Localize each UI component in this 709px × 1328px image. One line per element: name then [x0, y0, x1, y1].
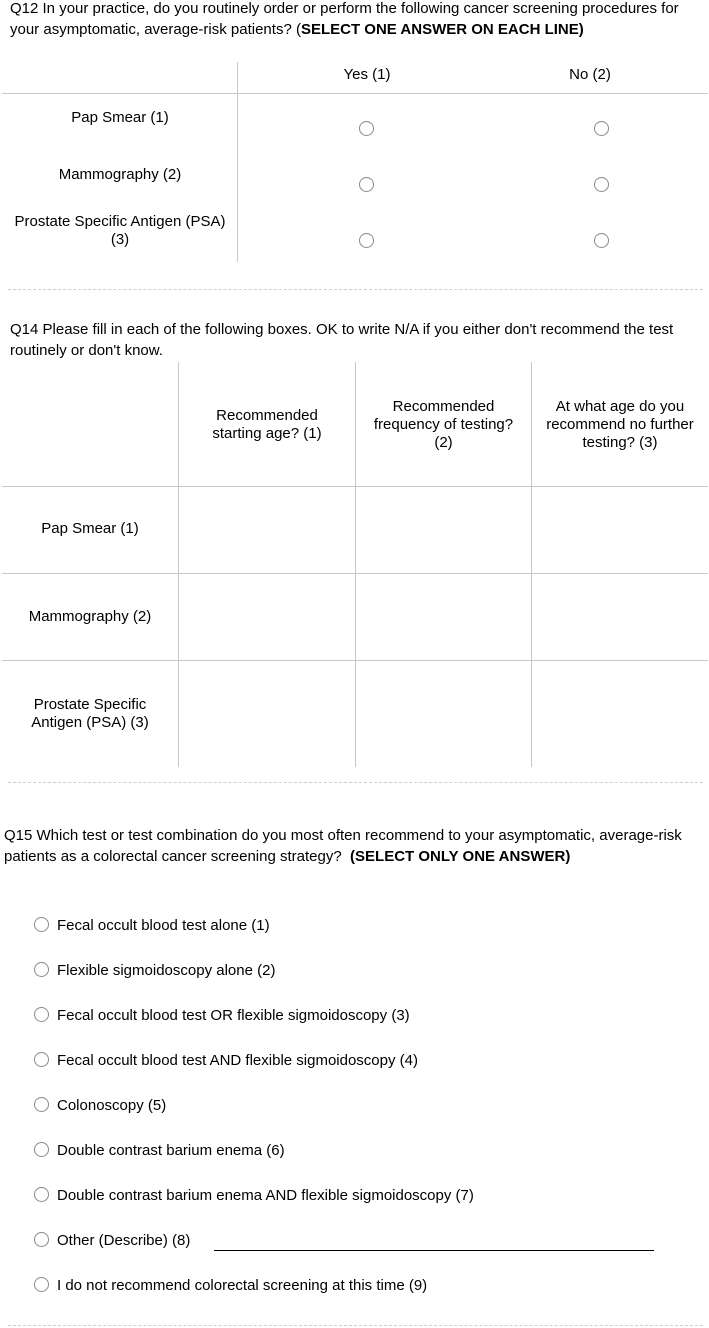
- q15-question: [4, 825, 688, 867]
- q14-psa-stop-age-input[interactable]: [533, 662, 707, 766]
- q12-question-text: Q12 In your practice, do you routinely order or perform the following cancer screening procedures for your asymptomatic, average-risk patients? (: [10, 0, 679, 38]
- q12-psa-no-radio[interactable]: [594, 233, 609, 248]
- q14-column-frequency: Recommended frequency of testing? (2): [373, 398, 514, 451]
- q15-option-2-radio[interactable]: [34, 962, 49, 977]
- q15-option-1-label: Fecal occult blood test alone (1): [57, 917, 270, 934]
- q14-mammo-start-age-input[interactable]: [180, 575, 353, 659]
- q15-option-5-label: Colonoscopy (5): [57, 1097, 167, 1114]
- q14-col-divider-2: [355, 362, 356, 767]
- q12-mammo-no-radio[interactable]: [594, 177, 609, 192]
- q14-column-starting-age: Recommended starting age? (1): [212, 407, 322, 442]
- q15-option-3-label: Fecal occult blood test OR flexible sigmoidoscopy (3): [57, 1007, 410, 1024]
- q14-row-rule-3: [2, 660, 708, 661]
- q15-option-4-label: Fecal occult blood test AND flexible sigmoidoscopy (4): [57, 1052, 418, 1069]
- q14-question: Q14 Please fill in each of the following boxes. OK to write N/A if you either don't recommend the test routinely or don't know.: [10, 321, 674, 359]
- q15-option-6-radio[interactable]: [34, 1142, 49, 1157]
- q12-psa-yes-radio[interactable]: [359, 233, 374, 248]
- q12-pap-yes-radio[interactable]: [359, 121, 374, 136]
- q15-other-describe-input[interactable]: [214, 1250, 654, 1251]
- q12-header-rule: [2, 93, 708, 94]
- section-separator: [8, 289, 703, 290]
- q14-col-divider-1: [178, 362, 179, 767]
- q15-option-9-radio[interactable]: [34, 1277, 49, 1292]
- q15-option-6-label: Double contrast barium enema (6): [57, 1142, 285, 1159]
- q14-pap-frequency-input[interactable]: [357, 488, 529, 572]
- q14-row-mammography: Mammography (2): [28, 608, 152, 625]
- q15-option-1-radio[interactable]: [34, 917, 49, 932]
- q15-option-7-radio[interactable]: [34, 1187, 49, 1202]
- q12-question: [10, 0, 704, 40]
- q14-pap-stop-age-input[interactable]: [533, 488, 707, 572]
- q14-mammo-stop-age-input[interactable]: [533, 575, 707, 659]
- q14-row-pap-smear: Pap Smear (1): [41, 520, 139, 537]
- q12-column-no: No (2): [569, 66, 611, 83]
- q15-instruction: (SELECT ONLY ONE ANSWER): [350, 848, 571, 865]
- section-separator: [8, 782, 703, 783]
- q15-option-3-radio[interactable]: [34, 1007, 49, 1022]
- q15-option-7-label: Double contrast barium enema AND flexible sigmoidoscopy (7): [57, 1187, 474, 1204]
- q15-option-2-label: Flexible sigmoidoscopy alone (2): [57, 962, 276, 979]
- q12-column-yes: Yes (1): [343, 66, 391, 83]
- q14-row-rule-2: [2, 573, 708, 574]
- q14-col-divider-3: [531, 362, 532, 767]
- q12-instruction: SELECT ONE ANSWER ON EACH LINE): [300, 21, 584, 38]
- q14-psa-start-age-input[interactable]: [180, 662, 353, 766]
- q14-mammo-frequency-input[interactable]: [357, 575, 529, 659]
- q14-row-rule-1: [2, 486, 708, 487]
- q15-option-5-radio[interactable]: [34, 1097, 49, 1112]
- q12-row-mammography: Mammography (2): [58, 166, 182, 183]
- q12-row-pap-smear: Pap Smear (1): [71, 109, 169, 126]
- q12-mammo-yes-radio[interactable]: [359, 177, 374, 192]
- q14-row-psa: Prostate Specific Antigen (PSA) (3): [31, 696, 149, 731]
- section-separator: [8, 1325, 703, 1326]
- q15-option-9-label: I do not recommend colorectal screening at this time (9): [57, 1277, 428, 1294]
- q15-option-8-label: Other (Describe) (8): [57, 1232, 191, 1249]
- q12-pap-no-radio[interactable]: [594, 121, 609, 136]
- q12-column-divider: [237, 62, 238, 262]
- q15-option-4-radio[interactable]: [34, 1052, 49, 1067]
- q15-option-8-radio[interactable]: [34, 1232, 49, 1247]
- q15-question-text: Q15 Which test or test combination do you most often recommend to your asymptomatic, average-risk patients as a colorectal cancer screening strategy?: [4, 827, 682, 865]
- q14-psa-frequency-input[interactable]: [357, 662, 529, 766]
- q14-column-stop-age: At what age do you recommend no further testing? (3): [546, 398, 694, 451]
- q14-pap-start-age-input[interactable]: [180, 488, 353, 572]
- q12-row-psa: Prostate Specific Antigen (PSA) (3): [14, 213, 226, 248]
